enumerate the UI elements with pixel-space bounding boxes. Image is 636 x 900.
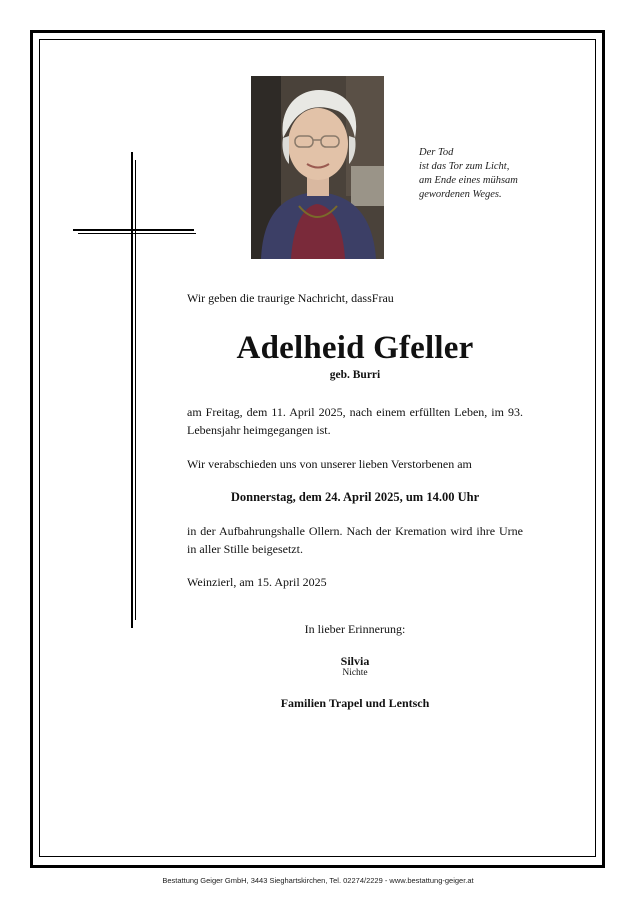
deceased-name: Adelheid Gfeller <box>236 330 474 366</box>
ceremony-place: in der Aufbahrungshalle Ollern. Nach der Kremation wird ihre Urne in aller Stille beigesetzt. <box>187 524 523 556</box>
epitaph-quote <box>419 146 569 202</box>
quote-line: ist das Tor zum Licht, <box>419 161 510 172</box>
death-statement: am Freitag, dem 11. April 2025, nach einem erfüllten Leben, im 93. Lebensjahr heimgegangen ist. <box>187 405 523 437</box>
families-signature: Familien Trapel und Lentsch <box>280 696 430 710</box>
memory-heading: In lieber Erinnerung: <box>304 622 406 636</box>
ceremony-date: Donnerstag, dem 24. April 2025, um 14.00 Uhr <box>230 490 480 504</box>
farewell-text: Wir verabschieden uns von unserer lieben Verstorbenen am <box>187 457 472 471</box>
quote-line: gewordenen Weges. <box>419 189 502 200</box>
signer-name: Silvia <box>340 654 370 668</box>
quote-line: am Ende eines mühsam <box>419 175 518 186</box>
portrait-illustration <box>251 76 384 259</box>
cross-vertical-bar <box>131 152 133 628</box>
maiden-name: geb. Burri <box>329 369 381 381</box>
intro-text: Wir geben die traurige Nachricht, dassFrau <box>187 291 394 305</box>
quote-line: Der Tod <box>419 147 454 158</box>
cross-horizontal-bar <box>73 229 194 231</box>
cross-horizontal-shadow <box>78 233 196 234</box>
portrait-photo <box>251 76 384 259</box>
signer-relation: Nichte <box>342 668 368 678</box>
place-date-line: Weinzierl, am 15. April 2025 <box>187 575 327 589</box>
footer-contact: Bestattung Geiger GmbH, 3443 Sieghartskirchen, Tel. 02274/2229 - www.bestattung-geiger.at <box>162 876 474 885</box>
